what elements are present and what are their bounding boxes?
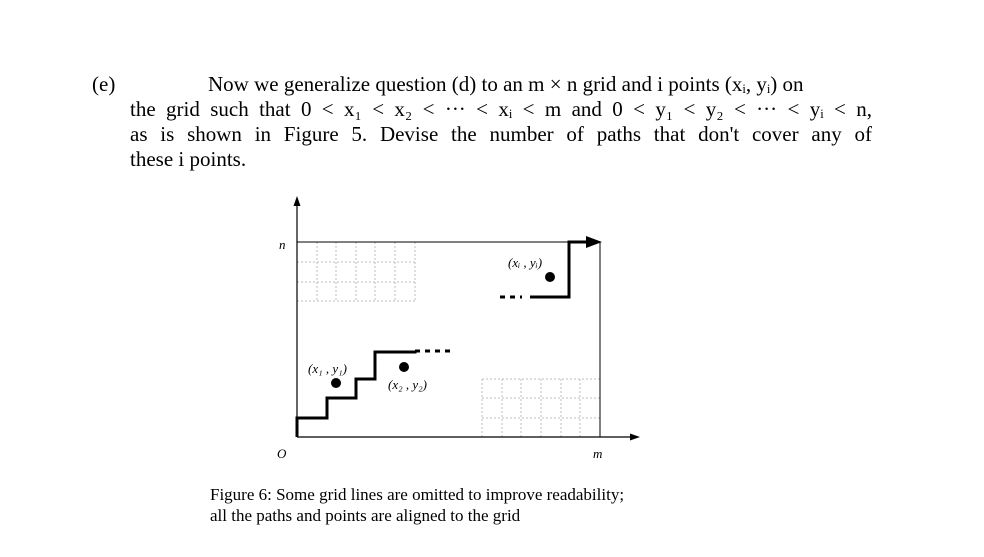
y-axis-arrow-icon (294, 196, 301, 206)
grid-figure (270, 193, 650, 468)
grid-lines-bottom-right (482, 379, 600, 437)
problem-line-1: Now we generalize question (d) to an m × n grid and i points (xᵢ, yᵢ) on (208, 72, 804, 96)
point-i-dot (545, 272, 555, 282)
caption-line-2: all the paths and points are aligned to the grid (210, 506, 521, 525)
caption-line-1: Figure 6: Some grid lines are omitted to improve readability; (210, 485, 625, 504)
point-i-label: (xᵢ , yᵢ) (508, 255, 543, 270)
point-2-dot (399, 362, 409, 372)
point-2-label: (x₂ , y₂) (388, 377, 427, 392)
problem-line-3: as is shown in Figure 5. Devise the number of paths that don't cover any of (130, 122, 872, 146)
problem-text (92, 72, 872, 172)
axis-label-origin: O (277, 446, 287, 461)
axis-label-m: m (593, 446, 603, 461)
problem-line-4: these i points. (130, 147, 247, 171)
point-1-label: (x₁ , y₁) (308, 361, 347, 376)
grid-figure-svg (270, 193, 650, 468)
problem-line-2: the grid such that 0 < x₁ < x₂ < ··· < xᵢ < m and 0 < y₁ < y₂ < ··· < yᵢ < n, (130, 97, 872, 121)
x-axis-arrow-icon (630, 434, 640, 441)
point-1-dot (331, 378, 341, 388)
figure-caption (210, 484, 624, 526)
grid-lines-top-left (297, 242, 415, 301)
problem-label: (e) (92, 72, 116, 96)
axis-label-n: n (279, 237, 286, 252)
